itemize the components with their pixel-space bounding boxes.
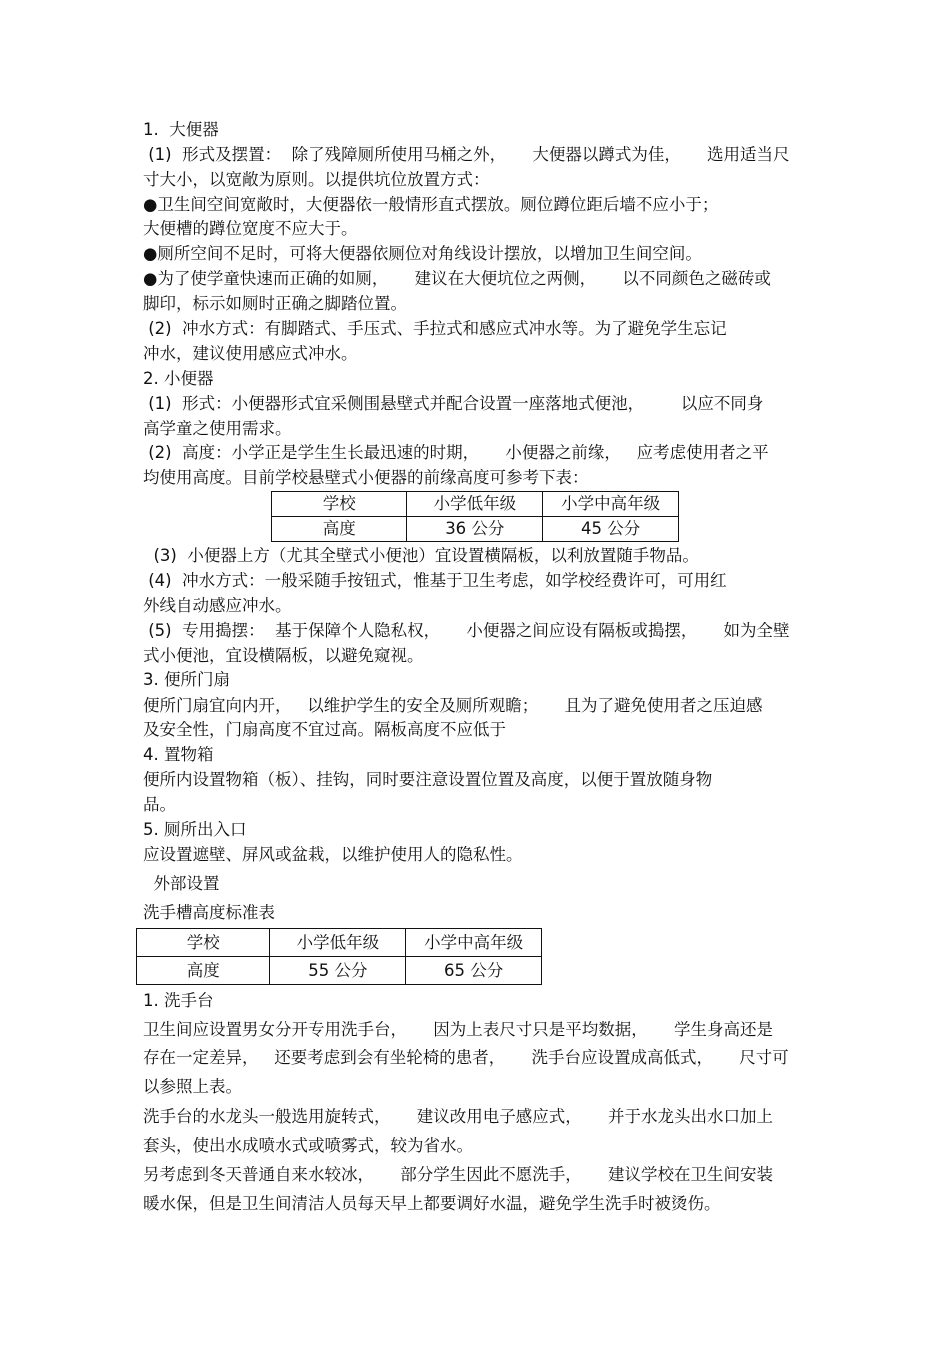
heading-urinal: 2. 小便器 (143, 369, 214, 388)
paragraph-line: 卫生间应设置男女分开专用洗手台， 因为上表尺寸只是平均数据， 学生身高还是 (143, 1020, 773, 1039)
paragraph-line: 脚印，标示如厕时正确之脚踏位置。 (143, 294, 407, 313)
table-row (272, 517, 679, 542)
paragraph-line: (5) 专用搗摆： 基于保障个人隐私权， 小便器之间应设有隔板或搗摆， 如为全壁 (143, 621, 790, 640)
paragraph-line: 式小便池，宜设横隔板，以避免窥视。 (143, 646, 424, 665)
table-cell: 36 公分 (407, 517, 543, 542)
paragraph-line: 均使用高度。目前学校悬壁式小便器的前缘高度可参考下表： (143, 468, 589, 487)
paragraph-line: 应设置遮壁、屏风或盆栽，以维护使用人的隐私性。 (143, 845, 523, 864)
table-row (137, 957, 542, 985)
paragraph-line: (2) 冲水方式：有脚踏式、手压式、手拉式和感应式冲水等。为了避免学生忘记 (143, 319, 727, 338)
table-header-cell: 小学低年级 (270, 929, 406, 957)
paragraph-line: (2) 高度：小学正是学生生长最迅速的时期， 小便器之前缘， 应考虑使用者之平 (143, 443, 769, 462)
paragraph-line: 高学童之使用需求。 (143, 419, 292, 438)
heading-toilet: 1. 大便器 (143, 120, 219, 139)
heading-entrance: 5. 厕所出入口 (143, 820, 247, 839)
table-cell: 45 公分 (543, 517, 679, 542)
paragraph-line: 品。 (143, 795, 176, 814)
table-cell: 高度 (272, 517, 407, 542)
paragraph-line: 以参照上表。 (143, 1077, 242, 1096)
table-cell: 55 公分 (270, 957, 406, 985)
paragraph-line: 暖水保，但是卫生间清洁人员每天早上都要调好水温，避免学生洗手时被烫伤。 (143, 1194, 721, 1213)
table-cell: 65 公分 (406, 957, 542, 985)
paragraph-line: 存在一定差异， 还要考虑到会有坐轮椅的患者， 洗手台应设置成高低式， 尺寸可 (143, 1048, 789, 1067)
paragraph-line: (1) 形式及摆置： 除了残障厕所使用马桶之外， 大便器以蹲式为佳， 选用适当尺 (143, 145, 790, 164)
paragraph-line: 另考虑到冬天普通自来水较冰， 部分学生因此不愿洗手， 建议学校在卫生间安装 (143, 1165, 773, 1184)
paragraph-line: 及安全性，门扇高度不宜过高。隔板高度不应低于 (143, 720, 506, 739)
paragraph-line: (4) 冲水方式：一般采随手按钮式，惟基于卫生考虑，如学校经费许可，可用红 (143, 571, 727, 590)
bullet-line: ●卫生间空间宽敞时，大便器依一般情形直式摆放。厕位蹲位距后墙不应小于； (143, 195, 719, 214)
table-header-cell: 学校 (137, 929, 270, 957)
bullet-line: ●为了使学童快速而正确的如厕， 建议在大便坑位之两侧， 以不同颜色之磁砖或 (143, 269, 771, 288)
table-header-cell: 小学低年级 (407, 492, 543, 517)
urinal-height-table (271, 491, 679, 542)
heading-door: 3. 便所门扇 (143, 670, 230, 689)
heading-storage: 4. 置物箱 (143, 745, 214, 764)
bullet-line: ●厕所空间不足时，可将大便器依厕位对角线设计摆放，以增加卫生间空间。 (143, 244, 702, 263)
table-header-cell: 学校 (272, 492, 407, 517)
table-header-row (137, 929, 542, 957)
paragraph-line: 冲水，建议使用感应式冲水。 (143, 344, 358, 363)
paragraph-line: 便所门扇宜向内开， 以维护学生的安全及厕所观瞻； 且为了避免使用者之压迫感 (143, 696, 763, 715)
paragraph-line: 套头，使出水成喷水式或喷雾式，较为省水。 (143, 1136, 473, 1155)
heading-washbasin: 1. 洗手台 (143, 991, 214, 1010)
paragraph-line: 寸大小，以宽敞为原则。以提供坑位放置方式： (143, 170, 490, 189)
heading-external: 外部设置 (143, 874, 220, 893)
paragraph-line: (1) 形式：小便器形式宜采侧围悬壁式并配合设置一座落地式便池， 以应不同身 (143, 394, 764, 413)
paragraph-line: 便所内设置物箱（板）、挂钩，同时要注意设置位置及高度，以便于置放随身物 (143, 770, 713, 789)
paragraph-line: 外线自动感应冲水。 (143, 596, 292, 615)
paragraph-line: 洗手台的水龙头一般选用旋转式， 建议改用电子感应式， 并于水龙头出水口加上 (143, 1107, 773, 1126)
paragraph-line: (3) 小便器上方（尤其全壁式小便池）宜设置横隔板，以利放置随手物品。 (143, 546, 699, 565)
table-header-row (272, 492, 679, 517)
table-header-cell: 小学中高年级 (543, 492, 679, 517)
washbasin-height-table (136, 928, 542, 985)
table-caption: 洗手槽高度标准表 (143, 903, 275, 922)
table-cell: 高度 (137, 957, 270, 985)
table-header-cell: 小学中高年级 (406, 929, 542, 957)
paragraph-line: 大便槽的蹲位宽度不应大于。 (143, 219, 358, 238)
